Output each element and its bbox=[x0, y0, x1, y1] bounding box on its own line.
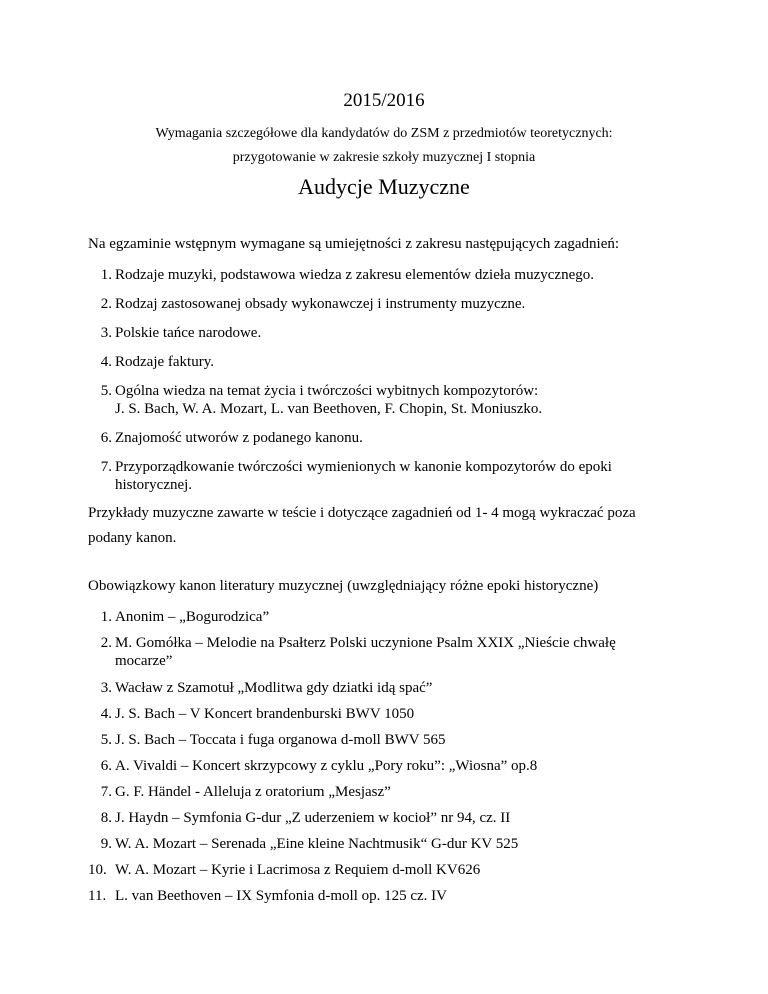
item-number: 6. bbox=[100, 430, 112, 446]
item-text: G. F. Händel - Alleluja z oratorium „Mesjasz” bbox=[115, 784, 391, 800]
list-item bbox=[88, 382, 688, 418]
item-text: Przyporządkowanie twórczości wymienionych w kanonie kompozytorów do epoki bbox=[115, 459, 612, 475]
item-text: M. Gomółka – Melodie na Psałterz Polski uczynione Psalm XXIX „Nieście chwałę bbox=[115, 635, 616, 651]
item-text: Ogólna wiedza na temat życia i twórczości wybitnych kompozytorów: bbox=[115, 383, 539, 399]
item-number: 3. bbox=[100, 680, 112, 696]
item-text: J. S. Bach – Toccata i fuga organowa d-moll BWV 565 bbox=[115, 732, 446, 748]
item-number: 2. bbox=[100, 635, 112, 651]
item-number: 5. bbox=[100, 732, 112, 748]
item-text: Znajomość utworów z podanego kanonu. bbox=[115, 430, 363, 446]
requirements-list bbox=[88, 266, 688, 505]
list-item bbox=[88, 835, 688, 853]
item-number: 9. bbox=[100, 836, 112, 852]
item-number: 4. bbox=[100, 354, 112, 370]
subtitle-requirements: Wymagania szczegółowe dla kandydatów do ZSM z przedmiotów teoretycznych: bbox=[155, 126, 613, 141]
subtitle-level: przygotowanie w zakresie szkoły muzycznej I stopnia bbox=[232, 150, 536, 165]
list-item bbox=[88, 757, 688, 775]
note-paragraph bbox=[88, 501, 688, 551]
item-text: Rodzaj zastosowanej obsady wykonawczej i instrumenty muzyczne. bbox=[115, 296, 526, 312]
list-item bbox=[88, 705, 688, 723]
item-number: 6. bbox=[100, 758, 112, 774]
item-text: J. S. Bach – V Koncert brandenburski BWV 1050 bbox=[115, 706, 415, 722]
item-number: 8. bbox=[100, 810, 112, 826]
list-item bbox=[88, 731, 688, 749]
item-text: L. van Beethoven – IX Symfonia d-moll op. 125 cz. IV bbox=[115, 888, 448, 904]
note-line: podany kanon. bbox=[88, 530, 177, 546]
item-text: Rodzaje muzyki, podstawowa wiedza z zakresu elementów dzieła muzycznego. bbox=[115, 267, 594, 283]
list-item bbox=[88, 861, 688, 879]
list-item bbox=[88, 324, 688, 342]
list-item bbox=[88, 783, 688, 801]
list-item bbox=[88, 887, 688, 905]
page-title: Audycje Muzyczne bbox=[298, 174, 470, 199]
item-text: Polskie tańce narodowe. bbox=[115, 325, 262, 341]
list-item bbox=[88, 353, 688, 371]
item-number: 5. bbox=[100, 383, 112, 399]
note-line: Przykłady muzyczne zawarte w teście i dotyczące zagadnień od 1- 4 mogą wykraczać poza bbox=[88, 505, 636, 521]
item-number: 1. bbox=[100, 609, 112, 625]
item-text: Rodzaje faktury. bbox=[115, 354, 214, 370]
item-text-continued: J. S. Bach, W. A. Mozart, L. van Beethoven, F. Chopin, St. Moniuszko. bbox=[115, 401, 543, 417]
item-text: A. Vivaldi – Koncert skrzypcowy z cyklu „Pory roku”: „Wiosna” op.8 bbox=[115, 758, 538, 774]
item-text: W. A. Mozart – Kyrie i Lacrimosa z Requiem d-moll KV626 bbox=[115, 862, 481, 878]
list-item bbox=[88, 266, 688, 284]
list-item bbox=[88, 458, 688, 494]
item-text: W. A. Mozart – Serenada „Eine kleine Nachtmusik“ G-dur KV 525 bbox=[115, 836, 519, 852]
list-item bbox=[88, 295, 688, 313]
item-text: Wacław z Szamotuł „Modlitwa gdy dziatki idą spać” bbox=[115, 680, 433, 696]
school-year: 2015/2016 bbox=[343, 90, 425, 111]
canon-list bbox=[88, 608, 688, 913]
item-number: 11. bbox=[88, 888, 107, 904]
item-text-continued: historycznej. bbox=[115, 477, 193, 493]
item-number: 7. bbox=[100, 459, 112, 475]
requirements-intro: Na egzaminie wstępnym wymagane są umiejętności z zakresu następujących zagadnień: bbox=[88, 236, 620, 252]
list-item bbox=[88, 809, 688, 827]
item-number: 1. bbox=[100, 267, 112, 283]
item-text-continued: mocarze” bbox=[115, 653, 173, 669]
item-number: 3. bbox=[100, 325, 112, 341]
list-item bbox=[88, 608, 688, 626]
item-number: 10. bbox=[88, 862, 107, 878]
list-item bbox=[88, 634, 688, 670]
list-item bbox=[88, 429, 688, 447]
canon-intro: Obowiązkowy kanon literatury muzycznej (uwzględniający różne epoki historyczne) bbox=[88, 578, 599, 594]
item-text: Anonim – „Bogurodzica” bbox=[115, 609, 270, 625]
item-number: 7. bbox=[100, 784, 112, 800]
item-text: J. Haydn – Symfonia G-dur „Z uderzeniem w kocioł” nr 94, cz. II bbox=[115, 810, 511, 826]
list-item bbox=[88, 679, 688, 697]
item-number: 4. bbox=[100, 706, 112, 722]
item-number: 2. bbox=[100, 296, 112, 312]
